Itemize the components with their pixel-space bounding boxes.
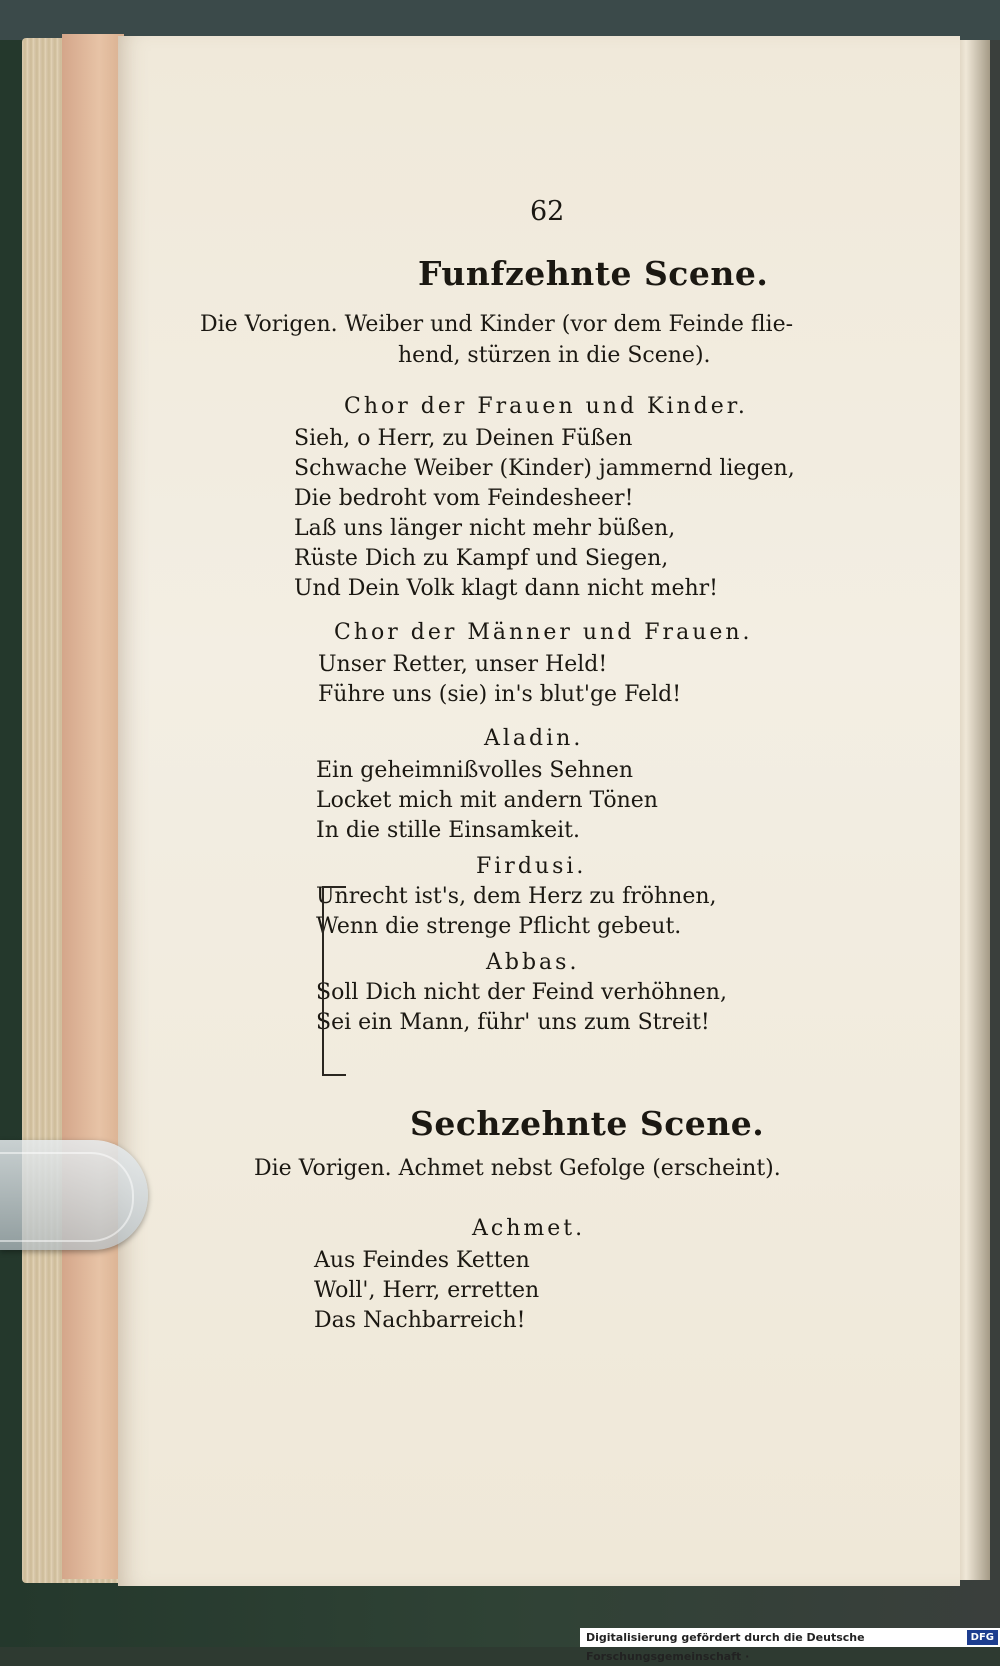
scene-15-stage-direction-2: hend, stürzen in die Scene). — [398, 343, 711, 368]
verse-line: Aus Feindes Ketten — [314, 1248, 530, 1273]
verse-line: Und Dein Volk klagt dann nicht mehr! — [294, 576, 718, 601]
dfg-logo: DFG — [967, 1630, 998, 1645]
verse-line: Die bedroht vom Feindesheer! — [294, 486, 634, 511]
verse-line: Wenn die strenge Pflicht gebeut. — [316, 914, 682, 939]
speaker-aladin: Aladin. — [484, 726, 584, 751]
verse-line: Sieh, o Herr, zu Deinen Füßen — [294, 426, 633, 451]
footer-banner — [580, 1628, 1000, 1663]
scene-16-stage-direction: Die Vorigen. Achmet nebst Gefolge (erscheint). — [254, 1156, 781, 1181]
book-page-edges-inner — [62, 34, 124, 1579]
verse-line: Unrecht ist's, dem Herz zu fröhnen, — [316, 884, 717, 909]
scan-top-border — [0, 0, 1000, 40]
scene-15-stage-direction-1: Die Vorigen. Weiber und Kinder (vor dem Feinde flie- — [200, 312, 794, 337]
scene-15-heading: Funfzehnte Scene. — [418, 254, 769, 293]
verse-line: Soll Dich nicht der Feind verhöhnen, — [316, 980, 727, 1005]
verse-line: In die stille Einsamkeit. — [316, 818, 580, 843]
speaker-firdusi: Firdusi. — [476, 854, 587, 879]
verse-line: Ein geheimnißvolles Sehnen — [316, 758, 634, 783]
verse-line: Sei ein Mann, führ' uns zum Streit! — [316, 1010, 710, 1035]
book-page — [118, 36, 960, 1586]
speaker-achmet: Achmet. — [472, 1216, 586, 1241]
verse-line: Führe uns (sie) in's blut'ge Feld! — [318, 682, 682, 707]
verse-line: Laß uns länger nicht mehr büßen, — [294, 516, 676, 541]
speaker-chorus-women-children: Chor der Frauen und Kinder. — [344, 394, 748, 419]
verse-line: Woll', Herr, erretten — [314, 1278, 540, 1303]
verse-line: Rüste Dich zu Kampf und Siegen, — [294, 546, 669, 571]
scene-16-heading: Sechzehnte Scene. — [410, 1104, 765, 1143]
verse-line: Locket mich mit andern Tönen — [316, 788, 658, 813]
verse-line: Schwache Weiber (Kinder) jammernd liegen, — [294, 456, 795, 481]
speaker-chorus-men-women: Chor der Männer und Frauen. — [334, 620, 753, 645]
verse-bracket — [322, 886, 346, 1076]
verse-line: Unser Retter, unser Held! — [318, 652, 608, 677]
book-clip — [0, 1140, 148, 1250]
footer-text: Digitalisierung gefördert durch die Deutsche Forschungsgemeinschaft · — [586, 1631, 865, 1663]
speaker-abbas: Abbas. — [486, 950, 580, 975]
verse-line: Das Nachbarreich! — [314, 1308, 526, 1333]
page-number: 62 — [530, 196, 565, 227]
